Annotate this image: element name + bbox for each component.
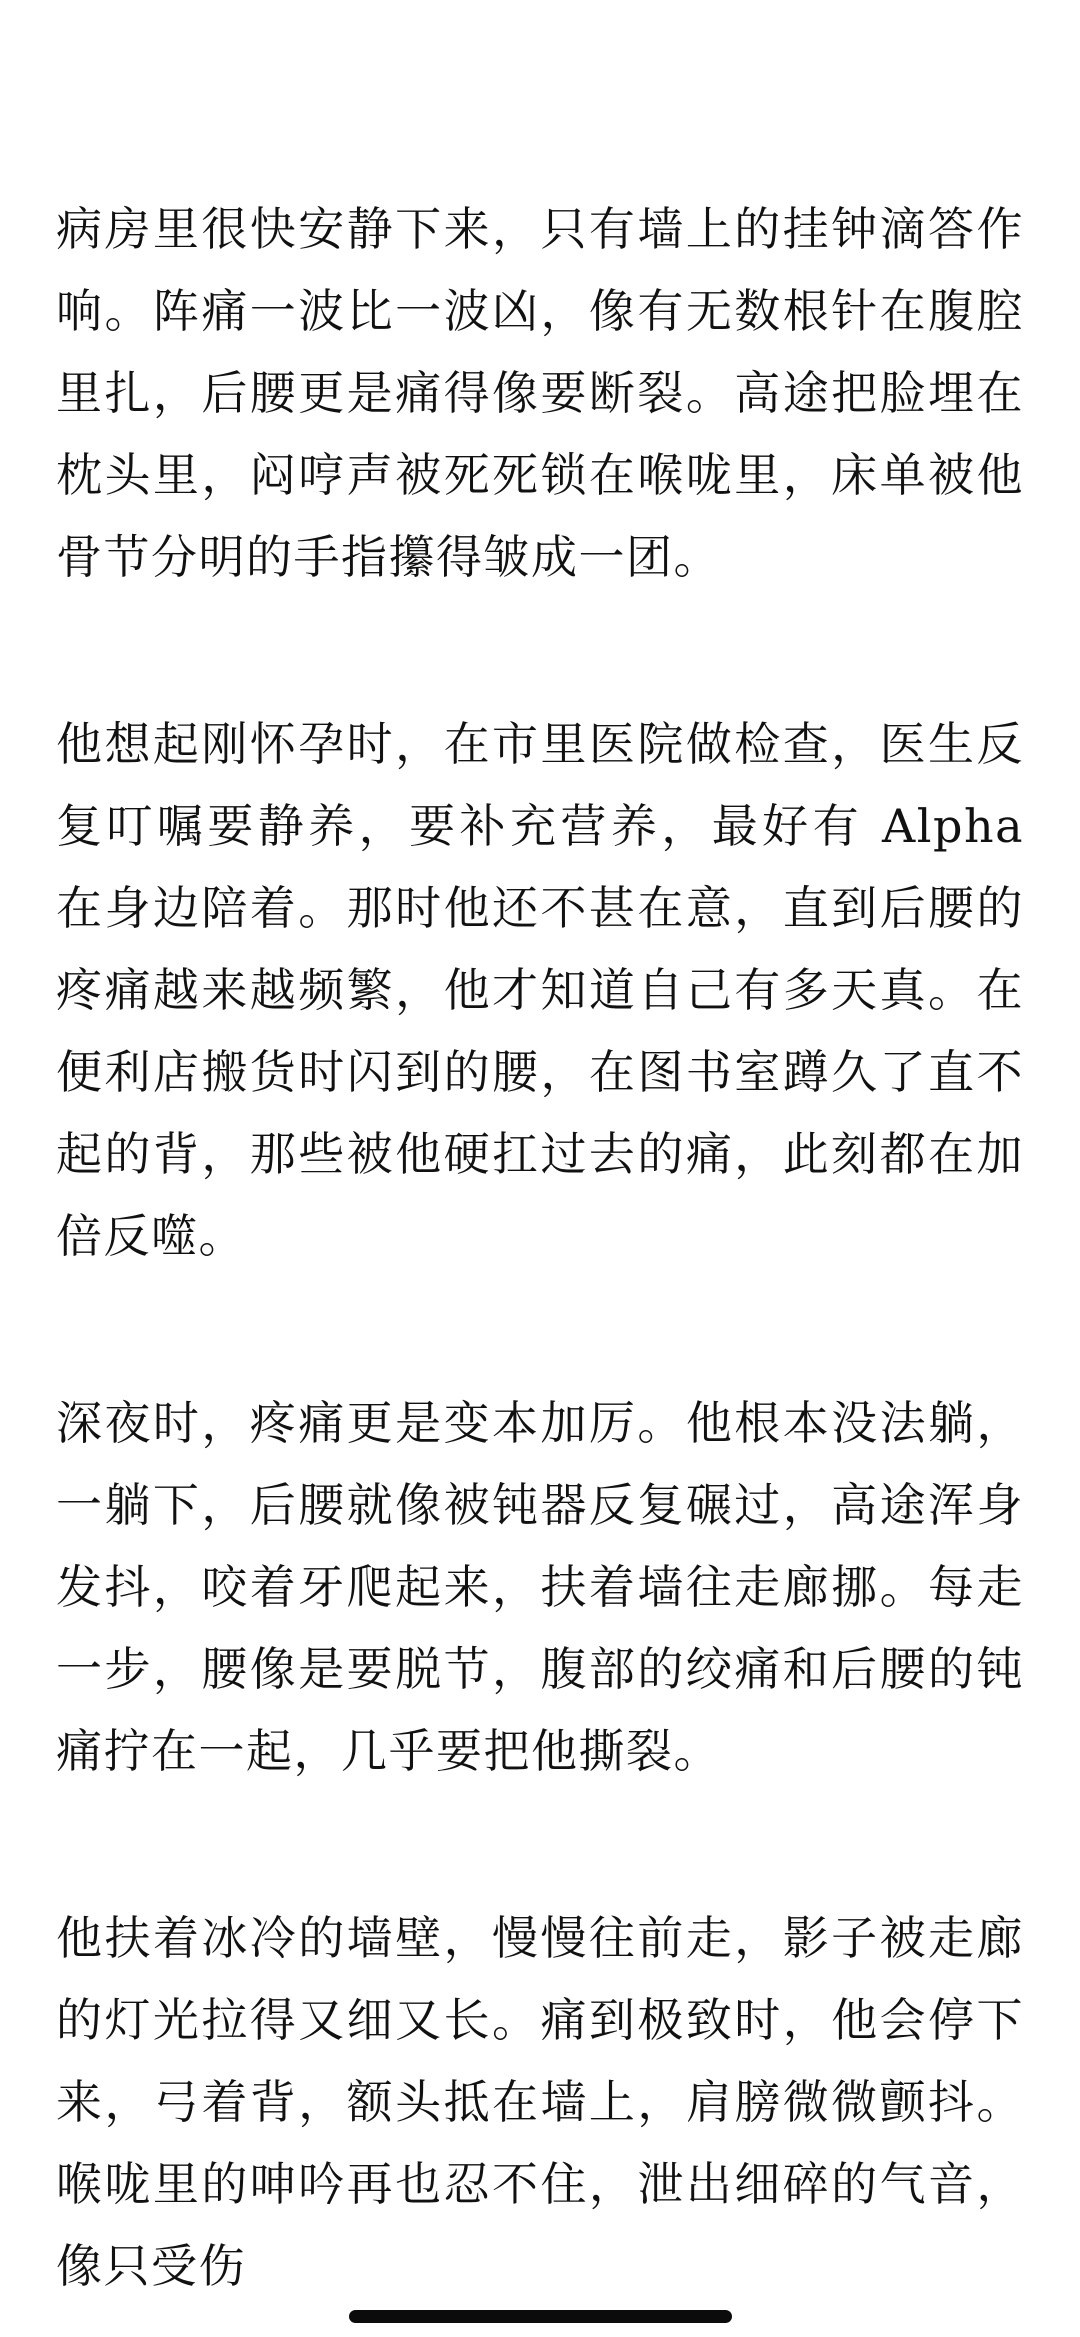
paragraph: 他扶着冰冷的墙壁，慢慢往前走，影子被走廊的灯光拉得又细又长。痛到极致时，他会停下来，弓着背，额头抵在墙上，肩膀微微颤抖。喉咙里的呻吟再也忍不住，泄出细碎的气音，像只受伤	[56, 1911, 1024, 2293]
paragraph: 他想起刚怀孕时，在市里医院做检查，医生反复叮嘱要静养，要补充营养，最好有 Alpha 在身边陪着。那时他还不甚在意，直到后腰的疼痛越来越频繁，他才知道自己有多天真。在便利店搬货时闪到的腰，在图书室蹲久了直不起的背，那些被他硬扛过去的痛，此刻都在加倍反噬。	[56, 717, 1024, 1263]
paragraph: 深夜时，疼痛更是变本加厉。他根本没法躺，一躺下，后腰就像被钝器反复碾过，高途浑身发抖，咬着牙爬起来，扶着墙往走廊挪。每走一步，腰像是要脱节，腹部的绞痛和后腰的钝痛拧在一起，几乎要把他撕裂。	[56, 1396, 1024, 1778]
home-indicator[interactable]	[349, 2310, 732, 2323]
reader-content[interactable]	[56, 188, 1024, 2307]
paragraph: 病房里很快安静下来，只有墙上的挂钟滴答作响。阵痛一波比一波凶，像有无数根针在腹腔里扎，后腰更是痛得像要断裂。高途把脸埋在枕头里，闷哼声被死死锁在喉咙里，床单被他骨节分明的手指攥得皱成一团。	[56, 202, 1024, 584]
